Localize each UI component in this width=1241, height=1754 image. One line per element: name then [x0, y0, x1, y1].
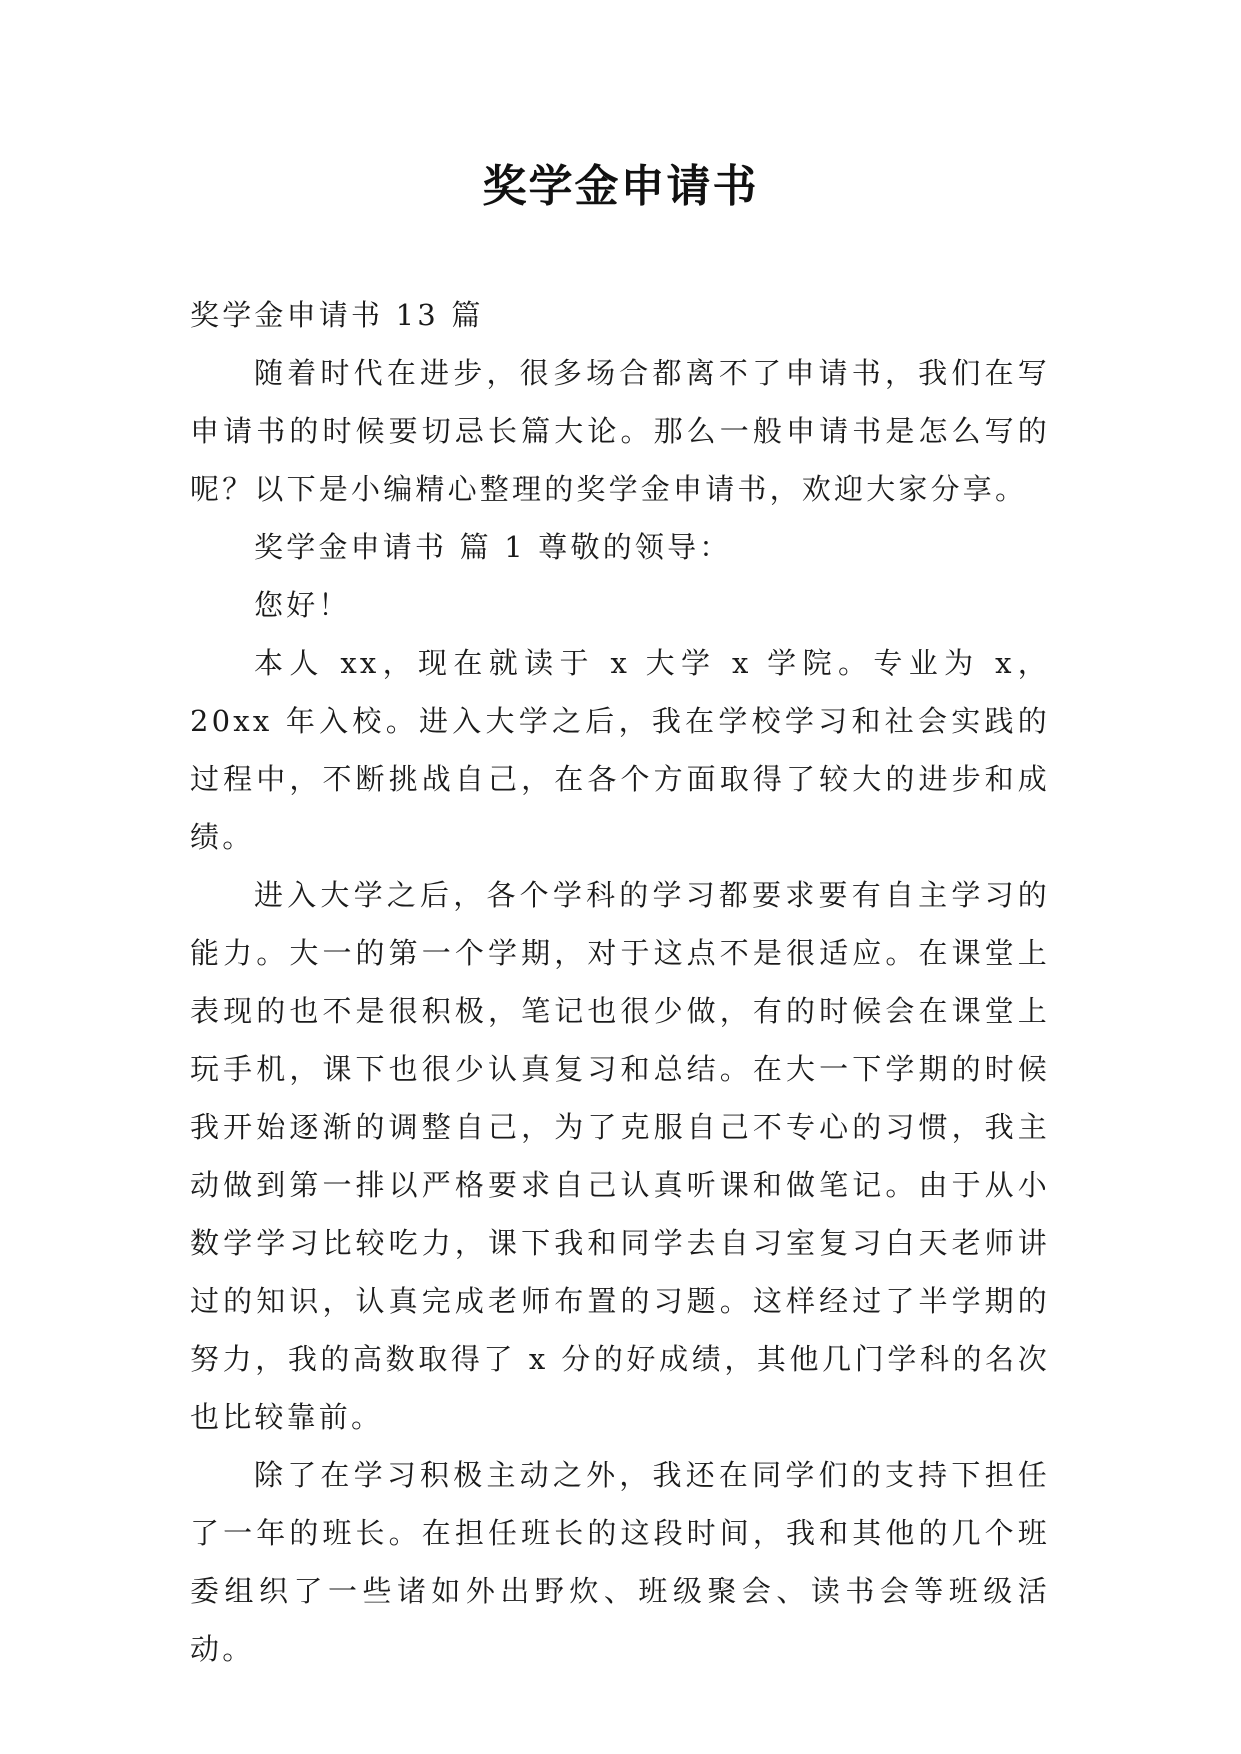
paragraph-salutation: 奖学金申请书 篇 1 尊敬的领导：: [254, 530, 732, 564]
paragraph-greeting: 您好！: [254, 588, 351, 622]
document-body: [190, 286, 1050, 1678]
document-subtitle: 奖学金申请书 13 篇: [190, 298, 484, 332]
paragraph-class-monitor: 除了在学习积极主动之外，我还在同学们的支持下担任了一年的班长。在担任班长的这段时间，我和其他的几个班委组织了一些诸如外出野炊、班级聚会、读书会等班级活动。: [190, 1458, 1050, 1666]
document-title: 奖学金申请书: [482, 161, 759, 212]
paragraph-self-intro: 本人 xx，现在就读于 x 大学 x 学院。专业为 x，20xx 年入校。进入大学之后，我在学校学习和社会实践的过程中，不断挑战自己，在各个方面取得了较大的进步和成绩。: [190, 646, 1050, 854]
paragraph-study: 进入大学之后，各个学科的学习都要求要有自主学习的能力。大一的第一个学期，对于这点不是很适应。在课堂上表现的也不是很积极，笔记也很少做，有的时候会在课堂上玩手机，课下也很少认真复习和总结。在大一下学期的时候我开始逐渐的调整自己，为了克服自己不专心的习惯，我主动做到第一排以严格要求自己认真听课和做笔记。由于从小数学学习比较吃力，课下我和同学去自习室复习白天老师讲过的知识，认真完成老师布置的习题。这样经过了半学期的努力，我的高数取得了 x 分的好成绩，其他几门学科的名次也比较靠前。: [190, 878, 1050, 1434]
paragraph-intro: 随着时代在进步，很多场合都离不了申请书，我们在写申请书的时候要切忌长篇大论。那么一般申请书是怎么写的呢？以下是小编精心整理的奖学金申请书，欢迎大家分享。: [190, 356, 1050, 506]
